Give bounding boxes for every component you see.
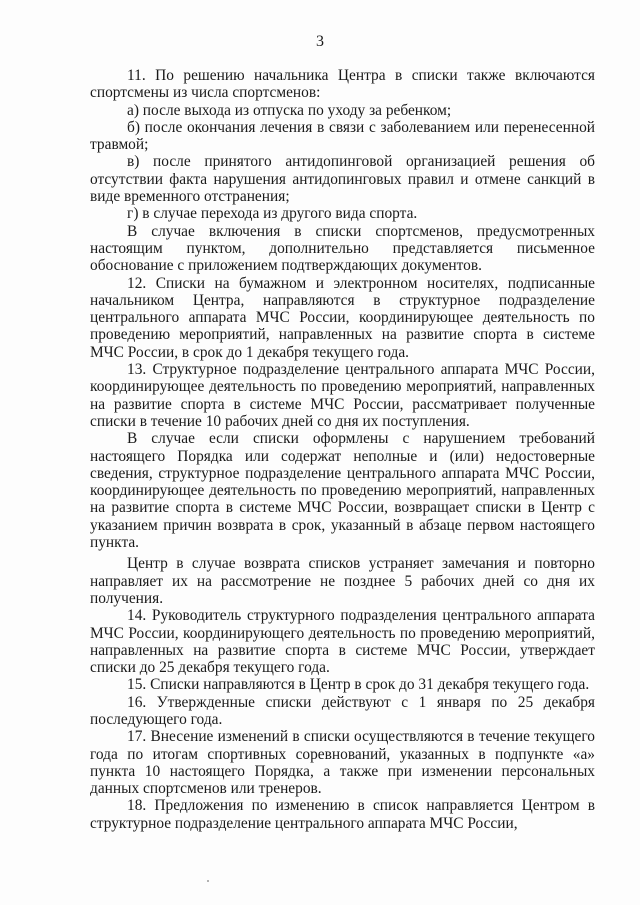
- paragraph-18: 18. Предложения по изменению в список направляется Центром в структурное подразделение центрального аппарата МЧС России,: [90, 797, 595, 832]
- list-item-v: в) после принятого антидопинговой организацией решения об отсутствии факта нарушения антидопинговых правил и отмене санкций в виде временного отстранения;: [90, 153, 595, 206]
- paragraph-13-resubmit: Центр в случае возврата списков устраняет замечания и повторно направляет их на рассмотрение не позднее 5 рабочих дней со дня их получения.: [90, 555, 595, 607]
- paragraph-12: 12. Списки на бумажном и электронном носителях, подписанные начальником Центра, направляются в структурное подразделение центрального аппарата МЧС России, координирующее деятельность по проведению мероприятий, направленных на развитие спорта в системе МЧС России, в срок до 1 декабря текущего года.: [90, 274, 595, 361]
- scan-speck: [207, 880, 209, 882]
- paragraph-15: 15. Списки направляются в Центр в срок до 31 декабря текущего года.: [127, 676, 590, 694]
- list-item-a: а) после выхода из отпуска по уходу за ребенком;: [127, 101, 452, 119]
- paragraph-11-note: В случае включения в списки спортсменов, предусмотренных настоящим пунктом, дополнительно представляется письменное обоснование с приложением подтверждающих документов.: [90, 222, 595, 275]
- page-number: 3: [316, 33, 324, 50]
- list-item-g: г) в случае перехода из другого вида спорта.: [127, 205, 418, 223]
- paragraph-14: 14. Руководитель структурного подразделения центрального аппарата МЧС России, координирующего деятельность по проведению мероприятий, направленных на развитие спорта в системе МЧС России, утверждает списки до 25 декабря текущего года.: [90, 607, 595, 677]
- paragraph-13: 13. Структурное подразделение центрального аппарата МЧС России, координирующее деятельность по проведению мероприятий, направленных на развитие спорта в системе МЧС России, рассматривает полученные списки в течение 10 рабочих дней со дня их поступления.: [90, 361, 595, 430]
- paragraph-13-return: В случае если списки оформлены с нарушением требований настоящего Порядка или содержат неполные и (или) недостоверные сведения, структурное подразделение центрального аппарата МЧС России, координирующее деятельность по проведению мероприятий, направленных на развитие спорта в системе МЧС России, возвращает списки в Центр с указанием причин возврата в срок, указанный в абзаце первом настоящего пункта.: [90, 430, 595, 552]
- document-body: [90, 67, 595, 832]
- paragraph-16: 16. Утвержденные списки действуют с 1 января по 25 декабря последующего года.: [90, 693, 595, 728]
- paragraph-17: 17. Внесение изменений в списки осуществляются в течение текущего года по итогам спортивных соревнований, указанных в подпункте «а» пункта 10 настоящего Порядка, а также при изменении персональных данных спортсменов или тренеров.: [90, 728, 595, 798]
- list-item-b: б) после окончания лечения в связи с заболеванием или перенесенной травмой;: [90, 118, 595, 154]
- paragraph-11: 11. По решению начальника Центра в списки также включаются спортсмены из числа спортсменов:: [90, 67, 595, 102]
